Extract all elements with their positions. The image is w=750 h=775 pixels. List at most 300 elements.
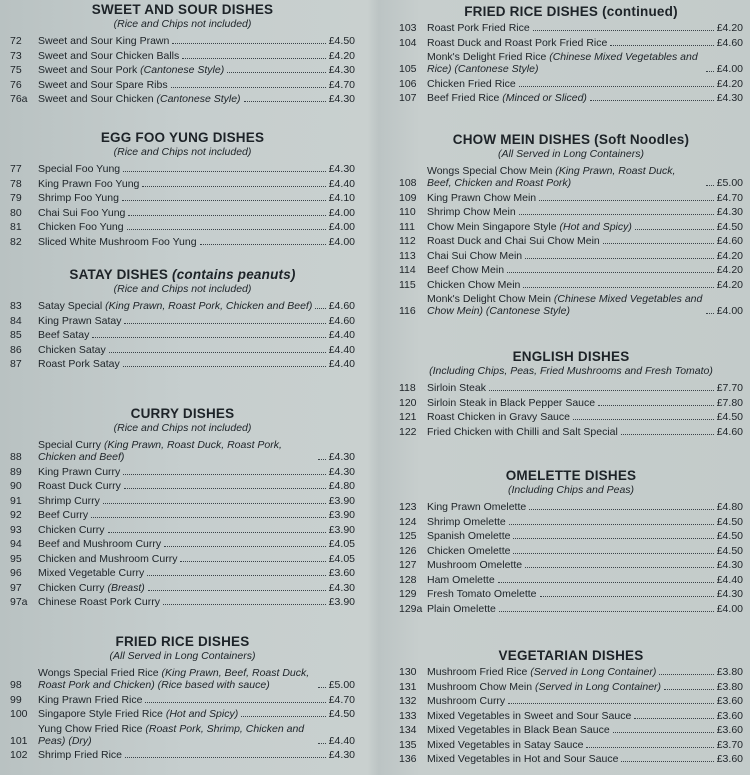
item-name: Special Foo Yung [38, 163, 121, 175]
item-price: £3.60 [716, 709, 743, 722]
menu-item [399, 753, 743, 765]
dot-leader [613, 732, 714, 733]
menu-item [399, 411, 743, 423]
item-description [427, 666, 717, 678]
item-number: 114 [399, 264, 416, 276]
item-description [427, 264, 717, 276]
section-title: VEGETARIAN DISHES [498, 648, 644, 663]
menu-item [10, 344, 355, 356]
item-description [427, 221, 717, 233]
item-price: £4.00 [716, 63, 743, 75]
item-name: King Prawn Curry [38, 465, 121, 478]
dot-leader [227, 72, 326, 73]
item-number: 109 [399, 191, 417, 204]
item-number: 106 [399, 77, 417, 90]
dot-leader [533, 30, 714, 31]
item-description [427, 530, 717, 542]
item-number: 136 [399, 753, 417, 765]
item-name: Mixed Vegetables in Sweet and Sour Sauce [427, 709, 632, 722]
menu-item [10, 221, 355, 233]
dot-leader [124, 488, 326, 489]
section-title: SWEET AND SOUR DISHES [91, 2, 274, 17]
item-name: Chicken Omelette [427, 544, 511, 557]
item-price: £4.10 [328, 192, 355, 204]
menu-item [10, 480, 355, 492]
item-name: Roast Chicken in Gravy Sauce [427, 411, 570, 423]
item-price: £4.60 [716, 425, 743, 438]
dot-leader [241, 716, 326, 717]
item-description [427, 206, 717, 218]
menu-item [10, 315, 355, 327]
item-number: 80 [10, 206, 22, 219]
item-description [427, 724, 717, 736]
menu-item [10, 207, 355, 219]
menu-item [10, 567, 355, 579]
menu-item [399, 681, 743, 693]
item-name: Roast Pork Fried Rice [427, 22, 530, 34]
dot-leader [244, 101, 326, 102]
menu-item [10, 64, 355, 76]
item-name: Sweet and Sour Pork [38, 64, 138, 76]
dot-leader [318, 687, 326, 688]
section-title-note: (contains peanuts) [172, 267, 296, 282]
dot-leader [128, 215, 325, 216]
section-chow-mein-dishes [399, 132, 743, 320]
item-number: 91 [10, 494, 22, 507]
item-name: Beef Satay [38, 329, 90, 341]
item-description [38, 315, 329, 327]
dot-leader [664, 689, 714, 690]
menu-item [399, 501, 743, 513]
item-price: £4.05 [328, 552, 355, 565]
menu-item [399, 559, 743, 571]
section-fried-rice-dishes [399, 4, 743, 107]
item-name: Ham Omelette [427, 573, 495, 586]
menu-item [399, 279, 743, 291]
item-name: Roast Duck Curry [38, 480, 121, 492]
dot-leader [122, 200, 326, 201]
menu-item [399, 206, 743, 218]
item-description [38, 567, 329, 579]
section-satay-dishes [10, 267, 355, 373]
item-note: (Hot and Spicy) [559, 220, 632, 233]
item-price: £4.80 [716, 501, 743, 513]
menu-item [399, 382, 743, 394]
section-curry-dishes [10, 406, 355, 611]
section-title: CHOW MEIN DISHES (Soft Noodles) [452, 132, 690, 147]
item-description [427, 739, 717, 751]
dot-leader [142, 186, 325, 187]
item-price: £3.80 [716, 666, 743, 678]
item-price: £5.00 [328, 679, 355, 691]
item-price: £4.60 [716, 235, 743, 247]
item-price: £3.90 [328, 509, 355, 521]
item-description [427, 293, 717, 317]
item-price: £4.40 [328, 734, 355, 747]
item-description [38, 439, 329, 463]
dot-leader [92, 337, 325, 338]
item-name: Plain Omelette [427, 602, 496, 615]
item-name: King Prawn Chow Mein [427, 191, 537, 204]
item-number: 94 [10, 538, 22, 550]
item-price: £4.30 [328, 749, 355, 761]
item-name: Chinese Roast Pork Curry [38, 596, 160, 608]
dot-leader [610, 45, 713, 46]
item-price: £4.20 [716, 22, 743, 34]
menu-item [399, 92, 743, 104]
menu-item-list [10, 35, 355, 105]
dot-leader [172, 43, 325, 44]
item-description [427, 397, 717, 409]
menu-item [399, 545, 743, 557]
dot-leader [182, 58, 325, 59]
item-number: 133 [399, 709, 417, 722]
menu-item [10, 93, 355, 105]
section-subtitle: (Rice and Chips not included) [113, 146, 252, 158]
menu-column-left [10, 0, 355, 775]
item-description [38, 192, 329, 204]
section-subtitle: (All Served in Long Containers) [109, 650, 256, 662]
item-price: £3.60 [716, 724, 743, 736]
item-number: 129 [399, 588, 417, 600]
menu-item-list [10, 667, 355, 761]
item-number: 88 [10, 451, 22, 463]
item-description [38, 50, 329, 62]
item-price: £4.50 [328, 708, 355, 720]
menu-item [399, 739, 743, 751]
item-name: Roast Pork Satay [38, 358, 120, 370]
item-note: (Roast Pork, Shrimp, Chicken and Peas) (Dry) [38, 722, 305, 747]
menu-item [399, 666, 743, 678]
item-price: £4.00 [716, 602, 743, 615]
item-name: Wongs Special Chow Mein [427, 165, 553, 177]
item-price: £3.90 [328, 494, 355, 507]
item-price: £7.70 [716, 382, 743, 394]
item-name: Singapore Style Fried Rice [38, 708, 163, 720]
section-subtitle: (Rice and Chips not included) [113, 422, 252, 434]
item-price: £3.60 [716, 753, 743, 765]
dot-leader [529, 509, 714, 510]
menu-item [10, 466, 355, 478]
menu-item [399, 250, 743, 262]
section-egg-foo-yung-dishes [10, 130, 355, 250]
dot-leader [103, 503, 326, 504]
menu-item [10, 300, 355, 312]
item-description [427, 22, 717, 34]
item-number: 110 [399, 206, 416, 218]
item-price: £4.70 [328, 78, 355, 91]
item-name: Chicken Foo Yung [38, 221, 124, 233]
item-description [427, 603, 717, 615]
item-name: Roast Duck and Chai Sui Chow Mein [427, 235, 600, 247]
item-price: £4.60 [716, 36, 743, 49]
menu-item-list [399, 666, 743, 765]
item-note: (Chinese Mixed Vegetables and Chow Mein) (Cantonese Style) [427, 293, 703, 317]
item-name: Shrimp Curry [38, 494, 100, 507]
item-description [427, 165, 717, 189]
item-price: £4.40 [328, 329, 355, 341]
dot-leader [148, 590, 326, 591]
menu-item [10, 667, 355, 691]
item-price: £4.50 [716, 220, 743, 233]
item-number: 102 [10, 749, 28, 761]
item-number: 134 [399, 724, 417, 736]
item-price: £4.30 [716, 559, 743, 571]
menu-item-list [10, 439, 355, 608]
item-note: (Breast) [107, 581, 145, 594]
dot-leader [519, 86, 714, 87]
item-description [427, 250, 717, 262]
menu-item [399, 695, 743, 707]
item-description [427, 545, 717, 557]
item-name: Sweet and Sour Chicken [38, 93, 154, 105]
item-description [38, 178, 329, 190]
menu-item [10, 192, 355, 204]
item-name: Roast Duck and Roast Pork Fried Rice [427, 36, 608, 49]
menu-item [399, 574, 743, 586]
item-description [427, 681, 717, 693]
item-description [38, 93, 329, 105]
item-note: (Served in Long Container) [530, 666, 657, 678]
item-number: 92 [10, 509, 22, 521]
item-note: (King Prawn, Roast Duck, Roast Pork, Chicken and Beef) [38, 439, 282, 463]
item-name: Yung Chow Fried Rice [38, 722, 143, 735]
item-number: 115 [399, 278, 416, 291]
item-price: £4.20 [716, 264, 743, 276]
item-name: Beef Fried Rice [427, 92, 500, 104]
item-description [38, 667, 329, 691]
item-description [38, 35, 329, 47]
item-description [427, 235, 717, 247]
item-name: Mushroom Curry [427, 695, 506, 707]
item-name: Mixed Vegetable Curry [38, 567, 145, 579]
dot-leader [108, 532, 326, 533]
section-subtitle: (Rice and Chips not included) [113, 18, 252, 30]
item-note: (Cantonese Style) [140, 64, 225, 76]
item-note: (Chinese Mixed Vegetables and Rice) (Cantonese Style) [427, 51, 698, 75]
item-description [38, 163, 329, 175]
dot-leader [519, 214, 714, 215]
item-price: £4.30 [716, 588, 743, 600]
dot-leader [498, 582, 714, 583]
item-price: £4.40 [328, 358, 355, 370]
item-number: 96 [10, 567, 22, 579]
item-name: Chai Sui Chow Mein [427, 249, 523, 262]
item-description [427, 382, 717, 394]
item-name: Sirloin Steak in Black Pepper Sauce [427, 396, 596, 409]
item-number: 78 [10, 177, 22, 190]
section-omelette-dishes [399, 468, 743, 617]
item-price: £7.80 [716, 396, 743, 409]
item-name: Chow Mein Singapore Style [427, 220, 557, 233]
item-number: 82 [10, 235, 22, 248]
section-title: FRIED RICE DISHES [115, 634, 250, 649]
menu-item [10, 358, 355, 370]
item-price: £3.90 [328, 596, 355, 608]
menu-item [10, 439, 355, 463]
menu-item [10, 163, 355, 175]
dot-leader [706, 313, 714, 314]
item-number: 125 [399, 530, 417, 542]
menu-item-list [399, 382, 743, 438]
menu-item [10, 524, 355, 536]
dot-leader [523, 287, 713, 288]
menu-item [399, 165, 743, 189]
item-number: 98 [10, 679, 22, 691]
item-name: Monk's Delight Fried Rice [427, 51, 547, 63]
dot-leader [706, 185, 714, 186]
item-number: 116 [399, 305, 416, 317]
item-description [427, 411, 717, 423]
dot-leader [171, 87, 326, 88]
item-description [38, 553, 329, 565]
item-price: £3.70 [716, 738, 743, 751]
item-name: King Prawn Omelette [427, 501, 527, 513]
dot-leader [200, 244, 326, 245]
item-name: Chicken Curry [38, 581, 105, 594]
item-name: Beef and Mushroom Curry [38, 538, 162, 550]
item-number: 111 [399, 220, 415, 233]
menu-item [399, 192, 743, 204]
item-name: Mushroom Chow Mein [427, 680, 533, 693]
item-number: 128 [399, 573, 417, 586]
item-description [38, 708, 329, 720]
item-price: £3.60 [716, 695, 743, 707]
dot-leader [573, 419, 714, 420]
item-price: £4.50 [716, 515, 743, 528]
menu-item [399, 51, 743, 75]
item-description [427, 426, 717, 438]
dot-leader [509, 524, 714, 525]
item-name: Beef Curry [38, 509, 89, 521]
menu-item [399, 22, 743, 34]
item-description [427, 516, 717, 528]
item-price: £4.20 [716, 278, 743, 291]
menu-item [10, 749, 355, 761]
item-description [427, 501, 717, 513]
item-note: (Hot and Spicy) [165, 708, 239, 720]
section-sweet-and-sour-dishes [10, 2, 355, 108]
menu-item [10, 708, 355, 720]
item-description [427, 559, 717, 571]
item-price: £4.50 [716, 544, 743, 557]
item-price: £3.80 [716, 680, 743, 693]
item-description [38, 694, 329, 706]
item-number: 135 [399, 738, 417, 751]
item-name: Sweet and Sour King Prawn [38, 35, 170, 47]
menu-column-right [399, 0, 743, 775]
item-description [38, 495, 329, 507]
item-price: £4.20 [328, 49, 355, 62]
section-subtitle: (Including Chips and Peas) [507, 484, 635, 496]
item-description [38, 207, 329, 219]
item-name: Shrimp Omelette [427, 515, 506, 528]
dot-leader [123, 171, 326, 172]
item-name: Mushroom Omelette [427, 559, 523, 571]
item-description [38, 538, 329, 550]
item-price: £4.60 [328, 300, 355, 312]
item-name: Wongs Special Fried Rice [38, 667, 159, 679]
menu-item [10, 35, 355, 47]
menu-item [10, 538, 355, 550]
dot-leader [635, 229, 714, 230]
menu-item [399, 221, 743, 233]
item-number: 100 [10, 708, 28, 720]
item-number: 123 [399, 501, 417, 513]
dot-leader [507, 272, 714, 273]
item-description [38, 509, 329, 521]
item-name: Monk's Delight Chow Mein [427, 293, 551, 305]
item-number: 72 [10, 35, 22, 47]
item-name: King Prawn Fried Rice [38, 693, 143, 706]
item-description [427, 37, 717, 49]
dot-leader [590, 100, 714, 101]
item-name: Mushroom Fried Rice [427, 666, 528, 678]
item-price: £4.30 [328, 64, 355, 76]
item-number: 107 [399, 92, 417, 104]
menu-item [10, 553, 355, 565]
dot-leader [123, 366, 326, 367]
menu-item [10, 50, 355, 62]
item-description [38, 480, 329, 492]
dot-leader [127, 229, 326, 230]
item-name: Fried Chicken with Chilli and Salt Special [427, 425, 618, 438]
menu-item [399, 264, 743, 276]
item-description [427, 51, 717, 75]
menu-item-list [10, 300, 355, 370]
item-price: £5.00 [716, 177, 743, 189]
item-number: 95 [10, 552, 22, 565]
item-description [427, 78, 717, 90]
item-price: £4.30 [716, 92, 743, 104]
item-price: £3.60 [328, 567, 355, 579]
dot-leader [525, 258, 714, 259]
menu-item [399, 603, 743, 615]
item-number: 118 [399, 382, 416, 394]
item-name: Satay Special [38, 300, 103, 312]
menu-item [10, 495, 355, 507]
item-name: Chicken Chow Mein [427, 278, 521, 291]
item-price: £4.70 [328, 693, 355, 706]
item-number: 121 [399, 411, 417, 423]
dot-leader [513, 553, 713, 554]
menu-item [399, 516, 743, 528]
item-name: Shrimp Chow Mein [427, 206, 516, 218]
item-name: Shrimp Fried Rice [38, 749, 123, 761]
item-name: Sliced White Mushroom Foo Yung [38, 235, 197, 248]
menu-item [10, 178, 355, 190]
dot-leader [706, 71, 714, 72]
item-number: 93 [10, 523, 22, 536]
item-description [427, 92, 717, 104]
item-number: 126 [399, 544, 417, 557]
item-price: £4.30 [328, 465, 355, 478]
item-description [38, 596, 329, 608]
item-number: 104 [399, 36, 417, 49]
item-note: (Minced or Sliced) [502, 92, 587, 104]
item-description [427, 695, 717, 707]
item-description [38, 749, 329, 761]
item-note: (King Prawn, Roast Pork, Chicken and Beef) [105, 300, 313, 312]
item-name: King Prawn Satay [38, 314, 122, 327]
dot-leader [123, 474, 325, 475]
item-name: Mixed Vegetables in Hot and Sour Sauce [427, 753, 619, 765]
item-price: £4.05 [328, 538, 355, 550]
item-note: (King Prawn, Roast Duck, Beef, Chicken and Roast Pork) [427, 165, 676, 189]
section-subtitle: (Including Chips, Peas, Fried Mushrooms and Fresh Tomato) [429, 365, 713, 377]
menu-item [399, 293, 743, 317]
item-number: 87 [10, 358, 22, 370]
